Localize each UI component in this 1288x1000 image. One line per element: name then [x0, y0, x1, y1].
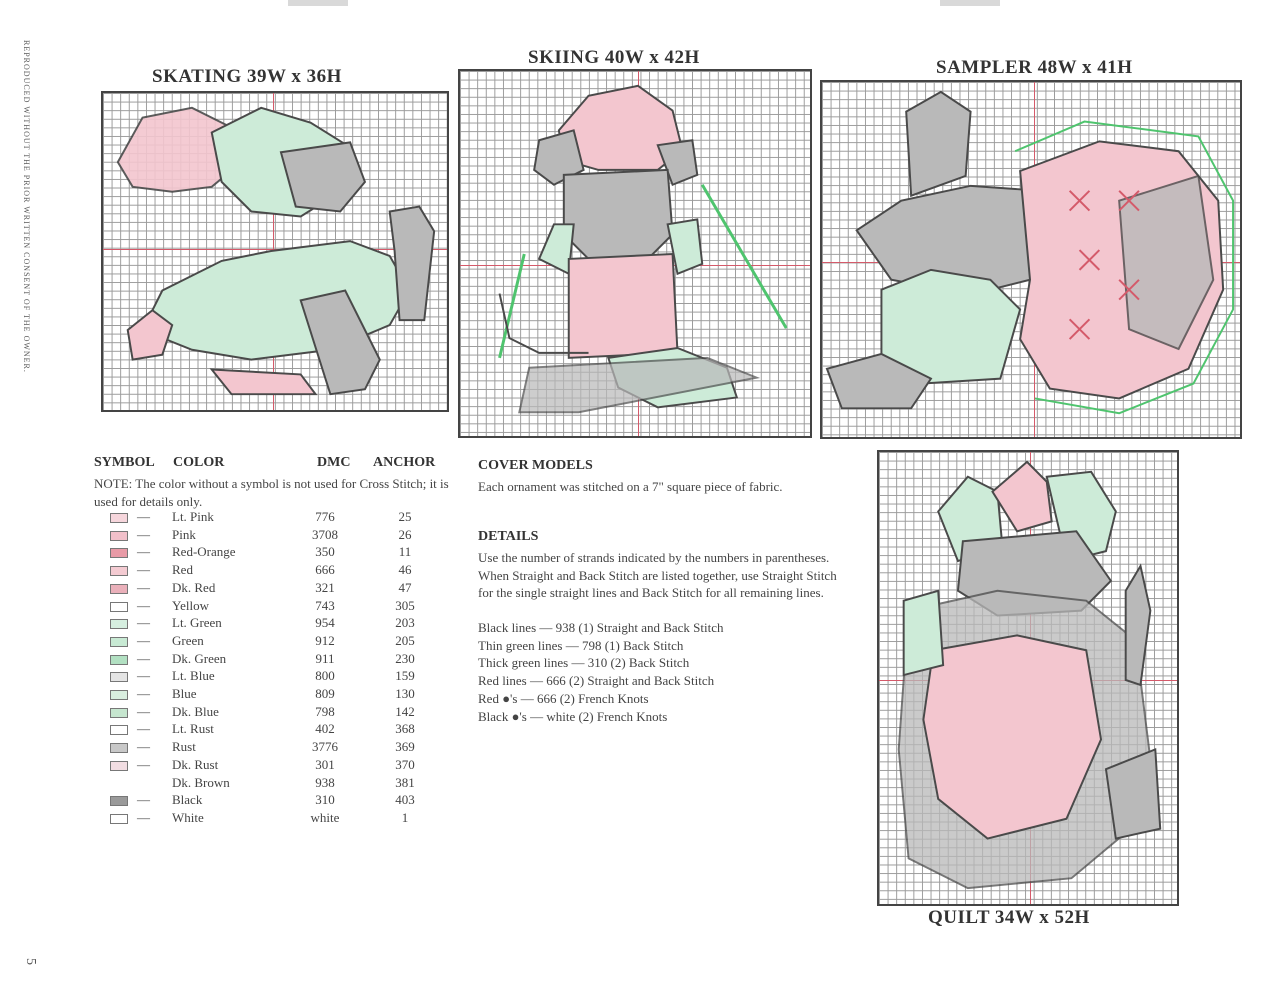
cover-models-heading: COVER MODELS — [478, 458, 593, 473]
key-dash: — — [137, 615, 150, 631]
key-dash: — — [137, 739, 150, 755]
dmc-number: 743 — [315, 597, 335, 613]
color-name: White — [172, 809, 204, 825]
anchor-number: 230 — [395, 650, 415, 666]
symbol-swatch — [110, 672, 128, 682]
color-name: Dk. Blue — [172, 703, 219, 719]
anchor-number: 159 — [395, 668, 415, 684]
dmc-number: 798 — [315, 703, 335, 719]
key-dash: — — [137, 809, 150, 825]
color-name: Lt. Rust — [172, 721, 214, 737]
symbol-swatch — [110, 637, 128, 647]
details-text: Use the number of strands indicated by the numbers in parentheses. When Straight and Back Stitch are listed together, use Straight Stitch for the single straight lines and Back Stitch for all remaining lines. — [478, 550, 837, 601]
color-name: Blue — [172, 686, 197, 701]
skating-motif — [103, 93, 447, 410]
anchor-number: 130 — [395, 686, 415, 701]
color-name: Dk. Brown — [172, 774, 230, 790]
anchor-number: 369 — [395, 739, 415, 755]
color-name: Green — [172, 632, 204, 648]
key-dash: — — [137, 632, 150, 648]
skiing-title: SKIING 40W x 42H — [528, 47, 700, 68]
key-dash: — — [137, 756, 150, 772]
symbol-swatch — [110, 655, 128, 665]
symbol-swatch — [110, 743, 128, 753]
dmc-number: 310 — [315, 792, 335, 808]
color-name: Red — [172, 562, 193, 578]
symbol-swatch — [110, 619, 128, 629]
dmc-number: 954 — [315, 615, 335, 631]
sampler-chart — [820, 80, 1242, 439]
anchor-number: 370 — [395, 756, 415, 772]
skating-chart — [101, 91, 449, 412]
detail-line: Thin green lines — 798 (1) Back Stitch — [478, 637, 684, 653]
symbol-swatch — [110, 566, 128, 576]
color-name: Dk. Rust — [172, 756, 219, 772]
anchor-number: 47 — [398, 579, 412, 595]
key-dash: — — [137, 686, 150, 701]
symbol-swatch — [110, 796, 128, 806]
key-dash: — — [137, 597, 150, 613]
detail-line: Black ●'s — white (2) French Knots — [478, 708, 668, 724]
skiing-chart — [458, 69, 812, 438]
symbol-swatch — [110, 761, 128, 771]
key-dash: — — [137, 721, 150, 737]
dmc-number: 321 — [315, 579, 335, 595]
dmc-number: 809 — [315, 686, 335, 701]
color-name: Lt. Blue — [172, 668, 215, 684]
details-heading: DETAILS — [478, 529, 539, 544]
quilt-chart — [877, 450, 1179, 906]
color-name: Dk. Red — [172, 579, 216, 595]
symbol-swatch — [110, 690, 128, 700]
key-header-color: COLOR — [173, 455, 225, 470]
color-name: Lt. Pink — [172, 509, 214, 524]
dmc-number: 800 — [315, 668, 335, 684]
detail-line: Thick green lines — 310 (2) Back Stitch — [478, 655, 690, 671]
dmc-number: 912 — [315, 632, 335, 648]
detail-line: Red lines — 666 (2) Straight and Back Stitch — [478, 673, 715, 689]
key-header-symbol: SYMBOL — [94, 455, 155, 470]
key-dash: — — [137, 668, 150, 684]
dmc-number: 3776 — [312, 739, 338, 755]
key-dash: — — [137, 562, 150, 578]
color-name: Yellow — [172, 597, 209, 613]
anchor-number: 203 — [395, 615, 415, 631]
symbol-swatch — [110, 513, 128, 523]
sampler-motif — [822, 82, 1240, 437]
quilt-title: QUILT 34W x 52H — [928, 907, 1090, 928]
color-name: Rust — [172, 739, 196, 755]
anchor-number: 205 — [395, 632, 415, 648]
symbol-swatch — [110, 548, 128, 558]
anchor-number: 46 — [398, 562, 412, 578]
symbol-swatch — [110, 602, 128, 612]
dmc-number: 3708 — [312, 526, 338, 542]
symbol-swatch — [110, 725, 128, 735]
symbol-swatch — [110, 708, 128, 718]
color-name: Black — [172, 792, 203, 808]
key-dash: — — [137, 792, 150, 808]
anchor-number: 305 — [395, 597, 415, 613]
dmc-number: 301 — [315, 756, 335, 772]
color-name: Red-Orange — [172, 544, 236, 560]
key-dash: — — [137, 579, 150, 595]
cover-models-text: Each ornament was stitched on a 7" square piece of fabric. — [478, 479, 783, 494]
anchor-number: 381 — [395, 774, 415, 790]
anchor-number: 1 — [401, 809, 409, 825]
anchor-number: 142 — [395, 703, 415, 719]
copyright-note: REPRODUCED WITHOUT THE PRIOR WRITTEN CONSENT OF THE OWNER. — [22, 40, 31, 373]
color-name: Pink — [172, 526, 196, 542]
anchor-number: 25 — [398, 509, 412, 524]
symbol-swatch — [110, 531, 128, 541]
dmc-number: 402 — [315, 721, 335, 737]
detail-line: Black lines — 938 (1) Straight and Back Stitch — [478, 620, 724, 635]
color-name: Dk. Green — [172, 650, 227, 666]
detail-line: Red ●'s — 666 (2) French Knots — [478, 690, 649, 706]
anchor-number: 11 — [398, 544, 412, 560]
symbol-swatch — [110, 814, 128, 824]
symbol-swatch — [110, 584, 128, 594]
key-header-anchor: ANCHOR — [373, 455, 436, 470]
dmc-number: 666 — [315, 562, 335, 578]
top-edge-tab — [288, 0, 348, 6]
sampler-title: SAMPLER 48W x 41H — [936, 57, 1133, 78]
key-dash: — — [137, 650, 150, 666]
skiing-motif — [460, 71, 810, 436]
anchor-number: 403 — [395, 792, 415, 808]
quilt-motif — [879, 452, 1177, 904]
dmc-number: 350 — [315, 544, 335, 560]
anchor-number: 368 — [395, 721, 415, 737]
color-name: Lt. Green — [172, 615, 222, 631]
skating-title: SKATING 39W x 36H — [152, 66, 342, 87]
page-number: 5 — [23, 958, 38, 965]
key-note: NOTE: The color without a symbol is not used for Cross Stitch; it is used for details only. — [94, 476, 449, 509]
top-edge-tab — [940, 0, 1000, 6]
key-dash: — — [137, 526, 150, 542]
dmc-number: 776 — [315, 509, 335, 524]
key-header-dmc: DMC — [317, 455, 351, 470]
dmc-number: 938 — [315, 774, 335, 790]
dmc-number: white — [310, 809, 340, 825]
anchor-number: 26 — [398, 526, 412, 542]
key-dash: — — [137, 703, 150, 719]
key-dash: — — [137, 544, 150, 560]
key-dash: — — [137, 509, 150, 524]
dmc-number: 911 — [315, 650, 335, 666]
